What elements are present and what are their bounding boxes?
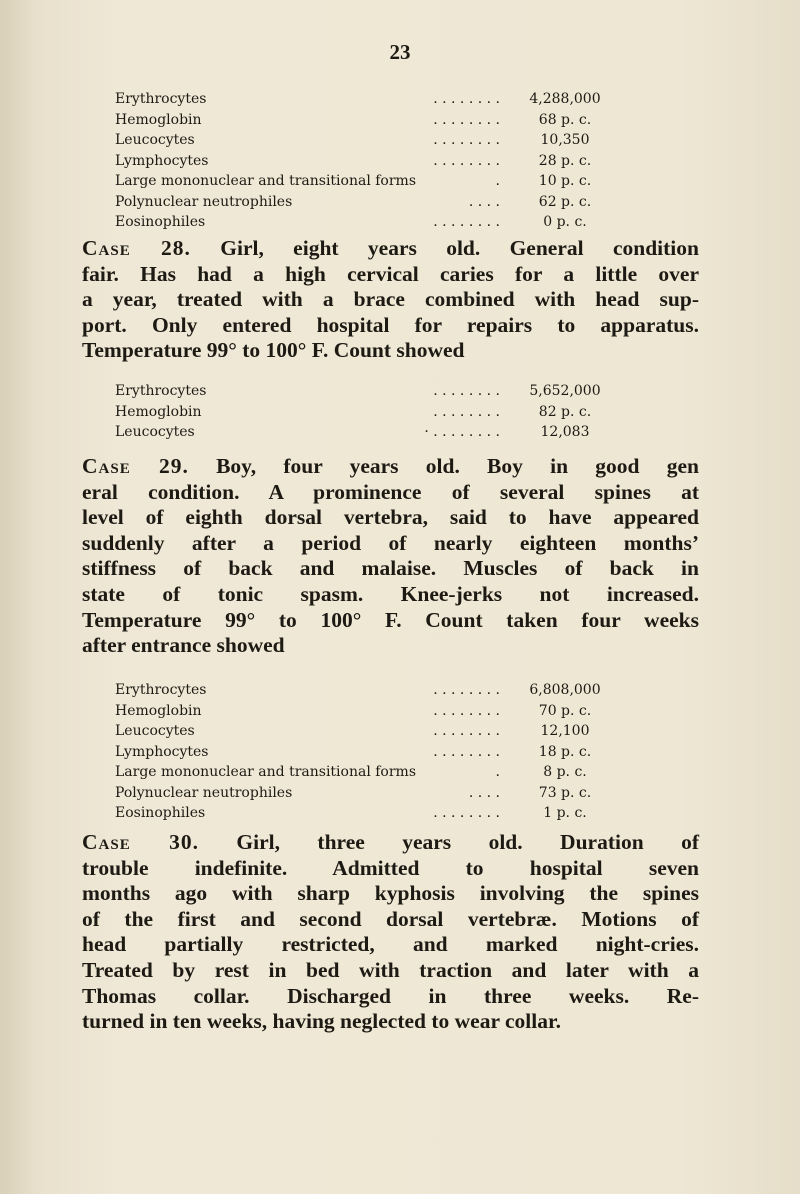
cell-value: 68 p. c. <box>538 111 592 128</box>
cell-value: 0 p. c. <box>543 214 587 230</box>
cell-label: Lymphocytes <box>115 743 209 760</box>
text-line: Thomas collar. Discharged in three weeks. Re- <box>82 983 699 1008</box>
cell-label: Large mononuclear and transitional forms <box>115 173 417 189</box>
table-row <box>115 130 635 151</box>
leader-dots: . . . . . . . . <box>433 111 500 128</box>
cell-label: Erythrocytes <box>115 383 207 399</box>
text-line: level of eighth dorsal vertebra, said to have appeared <box>82 505 699 530</box>
text-line: turned in ten weeks, having neglected to wear collar. <box>82 1009 561 1034</box>
blood-count-table-case-27 <box>115 89 635 233</box>
text-line: Temperature 99° to 100° F. Count taken four weeks <box>82 607 699 632</box>
table-row <box>115 192 635 213</box>
text-line: fair. Has had a high cervical caries for a little over <box>82 261 699 286</box>
text-line: head partially restricted, and marked night-cries. <box>82 932 699 957</box>
case-30-paragraph <box>82 830 699 1035</box>
cell-label: Erythrocytes <box>115 682 207 698</box>
table-row <box>115 171 635 192</box>
text-line: state of tonic spasm. Knee-jerks not increased. <box>82 581 699 606</box>
cell-value: 82 p. c. <box>538 403 592 420</box>
page-number: 23 <box>389 40 411 64</box>
text-line: port. Only entered hospital for repairs to apparatus. <box>82 312 699 337</box>
text-line: Case 28. Girl, eight years old. General condition <box>82 236 699 260</box>
cell-value: 73 p. c. <box>538 784 592 801</box>
cell-value: 12,100 <box>540 723 590 739</box>
case-29-paragraph <box>82 454 699 659</box>
cell-label: Leucocytes <box>115 723 195 739</box>
table-row <box>115 742 635 763</box>
text-line: Case 29. Boy, four years old. Boy in good gen <box>82 454 699 478</box>
cell-label: Eosinophiles <box>115 805 206 821</box>
table-row <box>115 680 635 701</box>
text-line: after entrance showed <box>82 633 285 658</box>
cell-value: 1 p. c. <box>543 805 587 821</box>
leader-dots: . . . . . . . . <box>433 702 500 719</box>
leader-dots: . . . . . . . . <box>433 723 500 739</box>
cell-label: Polynuclear neutrophiles <box>115 784 293 801</box>
leader-dots: . . . . . . . . <box>433 743 500 760</box>
leader-dots: . . . . . . . . <box>433 132 500 148</box>
leader-dots: . . . . . . . . <box>433 682 500 698</box>
cell-label: Polynuclear neutrophiles <box>115 193 293 210</box>
cell-value: 18 p. c. <box>538 743 592 760</box>
cell-value: 5,652,000 <box>529 383 601 399</box>
cell-value: 6,808,000 <box>529 682 601 698</box>
table-row <box>115 422 635 443</box>
text-line: stiffness of back and malaise. Muscles of back in <box>82 556 699 581</box>
cell-value: 70 p. c. <box>538 702 592 719</box>
leader-dots: · . . . . . . . . <box>424 424 500 440</box>
text-line: eral condition. A prominence of several spines at <box>82 479 699 504</box>
leader-dots: . . . . <box>468 784 500 801</box>
case-heading: Case 30. <box>82 830 199 854</box>
leader-dots: . . . . <box>468 193 500 210</box>
table-row <box>115 701 635 722</box>
leader-dots: . . . . . . . . <box>433 214 500 230</box>
leader-dots: . . . . . . . . <box>433 152 500 169</box>
leader-dots: . <box>495 173 500 189</box>
cell-label: Hemoglobin <box>115 111 202 128</box>
blood-count-table-case-29 <box>115 680 635 824</box>
cell-label: Leucocytes <box>115 132 195 148</box>
cell-value: 12,083 <box>540 424 590 440</box>
table-row <box>115 762 635 783</box>
cell-label: Large mononuclear and transitional forms <box>115 764 417 780</box>
text-line: of the first and second dorsal vertebræ. Motions of <box>82 906 699 931</box>
table-row <box>115 212 635 233</box>
cell-label: Hemoglobin <box>115 702 202 719</box>
leader-dots: . . . . . . . . <box>433 805 500 821</box>
cell-value: 28 p. c. <box>538 152 592 169</box>
text-line: Case 30. Girl, three years old. Duration of <box>82 830 699 854</box>
cell-label: Eosinophiles <box>115 214 206 230</box>
text-line: Temperature 99° to 100° F. Count showed <box>82 338 465 363</box>
table-row <box>115 783 635 804</box>
cell-value: 62 p. c. <box>538 193 592 210</box>
cell-value: 4,288,000 <box>529 91 601 107</box>
cell-value: 10 p. c. <box>538 173 592 189</box>
blood-count-table-case-28 <box>115 381 635 443</box>
text-line: months ago with sharp kyphosis involving the spines <box>82 881 699 906</box>
cell-value: 8 p. c. <box>543 764 587 780</box>
table-row <box>115 110 635 131</box>
text-line: Treated by rest in bed with traction and later with a <box>82 957 699 982</box>
table-row <box>115 402 635 423</box>
case-28-paragraph <box>82 236 699 364</box>
cell-label: Hemoglobin <box>115 403 202 420</box>
table-row <box>115 89 635 110</box>
cell-label: Erythrocytes <box>115 91 207 107</box>
leader-dots: . . . . . . . . <box>433 383 500 399</box>
leader-dots: . . . . . . . . <box>433 91 500 107</box>
table-row <box>115 151 635 172</box>
cell-value: 10,350 <box>540 132 590 148</box>
cell-label: Leucocytes <box>115 424 195 440</box>
table-row <box>115 381 635 402</box>
cell-label: Lymphocytes <box>115 152 209 169</box>
text-line: trouble indefinite. Admitted to hospital seven <box>82 855 699 880</box>
leader-dots: . . . . . . . . <box>433 403 500 420</box>
text-line: a year, treated with a brace combined with head sup- <box>82 287 699 312</box>
text-line: suddenly after a period of nearly eighteen months’ <box>82 530 699 555</box>
case-heading: Case 29. <box>82 454 189 478</box>
table-row <box>115 721 635 742</box>
leader-dots: . <box>495 764 500 780</box>
table-row <box>115 803 635 824</box>
case-heading: Case 28. <box>82 236 191 260</box>
